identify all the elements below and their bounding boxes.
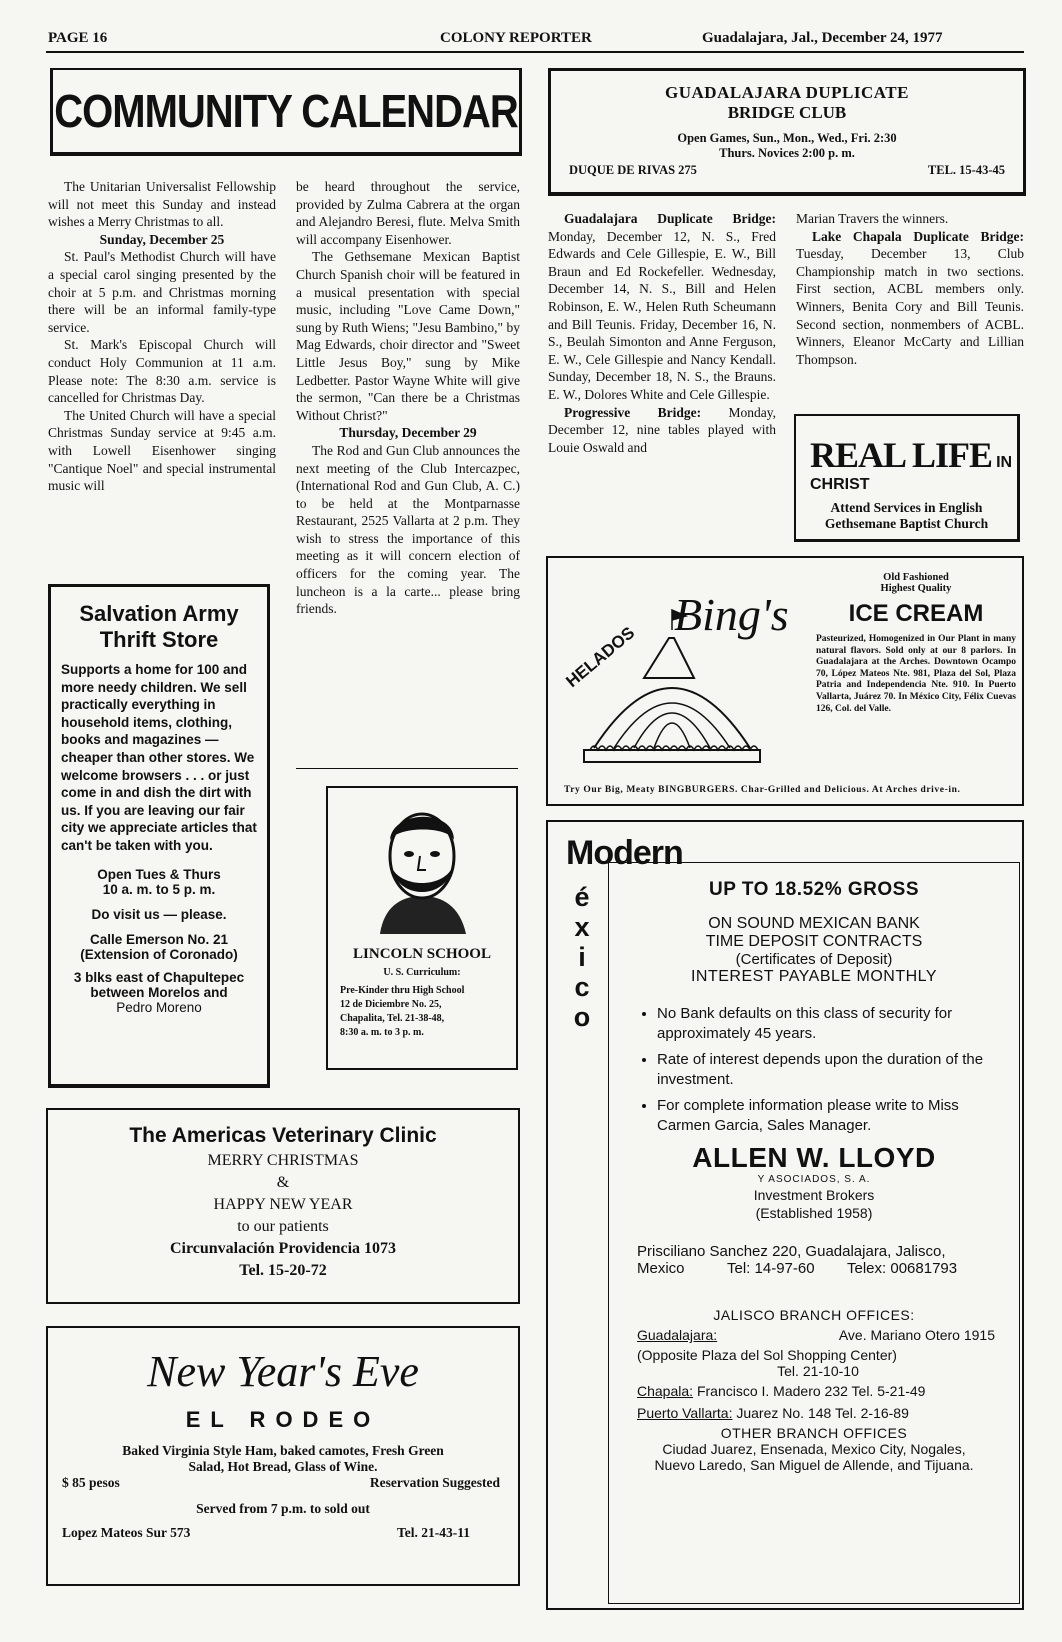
allen-lloyd-subtitle: Y ASOCIADOS, S. A. [757,1174,871,1185]
salvation-army-address-4: between Morelos and [90,984,228,1000]
masthead-rule [46,51,1024,53]
salvation-army-address-1: Calle Emerson No. 21 [89,931,229,947]
community-calendar-banner [50,68,522,156]
bridge-news-lead: Guadalajara Duplicate Bridge: [564,211,776,226]
salvation-army-address-2: (Extension of Coronado) [80,946,238,962]
other-branch-offices-line-2: Nuevo Laredo, San Miguel de Allende, and Tijuana. [654,1457,974,1473]
bridge-club-novices: Thurs. Novices 2:00 p. m. [719,146,855,160]
allen-lloyd-address-line-1: Prisciliano Sanchez 220, Guadalajara, Jalisco, [637,1243,946,1260]
calendar-paragraph: The Rod and Gun Club announces the next meeting of the Club Intercazpec, (International Rod and Gun Club, A. C.) to be held at the Montparnasse Restaurant, 2525 Vallarta at 2 p.m. They wish to stress the importance of this meeting as it will concern election of officers for the coming year. The luncheon is a la carte... please bring friends. [296,442,520,617]
calendar-column-1 [48,178,276,495]
new-years-eve-title: New Year's Eve [147,1347,419,1396]
helados-footer: Try Our Big, Meaty BINGBURGERS. Char-Grilled and Delicious. At Arches drive-in. [564,785,961,795]
mexico-vertical-letter: é [574,882,590,912]
calendar-date-heading: Thursday, December 29 [339,425,477,441]
calendar-paragraph: St. Mark's Episcopal Church will conduct Holy Communion at 11 a.m. Please note: The 8:30 a.m. service is cancelled for Christmas Day. [48,337,276,406]
other-branch-offices-title: OTHER BRANCH OFFICES [720,1425,908,1441]
veterinary-clinic-ad [46,1108,520,1304]
vet-clinic-line-1: MERRY CHRISTMAS [207,1152,359,1169]
modern-bullet-item: • For complete information please write to Miss Carmen Garcia, Sales Manager. [657,1096,1005,1136]
mexico-vertical-letter: i [578,942,586,972]
real-life-line-2: Gethsemane Baptist Church [824,516,989,531]
bridge-news-paragraph [548,210,776,404]
bridge-news-text: Monday, December 12, N. S., Fred Edwards and Cele Gillespie, E. W., Bill Braun and Ed Rockefeller. Wednesday, December 14, N. S., Bill and Helen Robinson, E. W., Helen Ruth Scheumann and Bill Teunis. Friday, December 16, N. S., Beulah Simonton and Anne Ferguson, E. W., Cele Gillespie and Nancy Kendall. Sunday, December 18, N. S., the Brauns. E. W., Dolores White and Cele Gillespie. [548,228,776,402]
helados-headline: ICE CREAM [848,600,984,627]
salvation-army-hours-2: 10 a. m. to 5 p. m. [102,881,216,897]
helados-bings-ad [546,556,1024,806]
lincoln-school-title: LINCOLN SCHOOL [353,946,491,962]
el-rodeo-menu-line-1: Baked Virginia Style Ham, baked camotes, Fresh Green [122,1443,444,1458]
page-number: PAGE 16 [48,30,108,46]
salvation-army-visit: Do visit us — please. [91,906,227,922]
vet-clinic-address: Circunvalación Providencia 1073 [169,1240,397,1257]
calendar-column-2 [296,178,520,618]
bridge-club-tel: TEL. 15-43-45 [927,163,1005,177]
allen-lloyd-brand: ALLEN W. LLOYD [692,1142,936,1173]
allen-lloyd-address-line-2: Mexico [637,1260,685,1277]
bridge-club-address: DUQUE DE RIVAS 275 [569,163,697,177]
calendar-paragraph: be heard throughout the service, provided by Zulma Cabrera at the organ and Alejandro Beresi, flute. Melva Smith will accompany Eisenhower. [296,179,520,247]
modern-word: Modern [566,834,687,873]
bridge-news-paragraph [796,228,1024,369]
bridge-news-text: Monday, December 12, nine tables played with Louie Oswald and [548,404,777,455]
in-christ-text: IN CHRIST [810,454,1013,493]
puerto-vallarta-branch-label: Puerto Vallarta: [637,1405,733,1421]
bridge-news-text: Tuesday, December 13, Club Championship match in two sections. First section, ACBL members only. Winners, Benita Cory and Bill Teunis. Second section, nonmembers of ACBL. Winners, Eleanor McCarty and Lillian Thompson. [796,246,1024,367]
el-rodeo-served: Served from 7 p.m. to sold out [196,1501,370,1516]
salvation-army-hours-1: Open Tues & Thurs [97,866,221,882]
modern-bullet-list [631,1004,1005,1136]
calendar-paragraph: The United Church will have a special Christmas Sunday service at 9:45 a.m. with Lowell Eisenhower singing "Cantique Noel" and special instrumental music will [48,407,276,494]
vet-clinic-line-4: to our patients [237,1218,329,1235]
bridge-news-text: Marian Travers the winners. [796,211,949,226]
modern-bullet-item: • Rate of interest depends upon the duration of the investment. [657,1050,1005,1090]
bridge-club-ad [548,68,1026,196]
salvation-army-title: Salvation Army [79,601,239,626]
bridge-news-paragraph [796,210,1024,228]
salvation-army-ad [48,584,270,1088]
lincoln-portrait-illustration [362,796,482,936]
el-rodeo-name: EL RODEO [185,1407,381,1432]
allen-lloyd-tel: Tel: 14-97-60 [727,1260,815,1277]
modern-headline-rate: UP TO 18.52% GROSS [709,879,919,900]
newspaper-name: COLONY REPORTER [440,30,592,46]
bridge-club-hours: Open Games, Sun., Mon., Wed., Fri. 2:30 [677,131,897,145]
calendar-paragraph: St. Paul's Methodist Church will have a special carol singing presented by the choir at 5 p.m. and Christmas morning there will be an informal family-type service. [48,249,276,335]
salvation-army-body: Supports a home for 100 and more needy children. We sell practically everything in household items, clothing, books and magazines — cheaper than other stores. We welcome browsers . . . or just come in and dish the dirt with us. If you are leaving our fair city we appreciate articles that can't be taken with you. [61,662,257,853]
real-life-logo: REAL LIFE [810,435,993,475]
modern-headline-4: (Certificates of Deposit) [735,951,893,968]
bridge-club-title-line-2: BRIDGE CLUB [727,103,847,122]
vet-clinic-tel: Tel. 15-20-72 [239,1262,327,1279]
branch-offices-title: JALISCO BRANCH OFFICES: [713,1307,915,1323]
helados-body: Pasteurized, Homogenized in Our Plant in many natural flavors. Sold only at our 8 parlors. In Guadalajara at the Arches. Downtown Ocampo 70, López Mateos Nte. 981, Plaza del Sol, Plaza Patria and Independencia Nte. 910. In Puerto Vallarta, Juárez 70. In México City, Félix Cuevas 126, Col. del Valle. [816,634,1016,714]
mexico-vertical-letter: c [574,972,590,1002]
lincoln-school-line-3: Chapalita, Tel. 21-38-48, [340,1013,445,1024]
bings-logo-text: Bing's [674,589,789,640]
modern-mexico-inner-box [608,862,1020,1604]
lincoln-school-line-4: 8:30 a. m. to 3 p. m. [340,1027,424,1038]
helados-top-line-1: Old Fashioned [883,572,949,583]
salvation-army-address-3: 3 blks east of Chapultepec [73,969,245,985]
real-life-line-1: Attend Services in English [830,500,983,515]
chapala-branch-label: Chapala: [637,1383,694,1399]
el-rodeo-price: $ 85 pesos [62,1475,120,1490]
allen-lloyd-telex: Telex: 00681793 [847,1260,958,1277]
guadalajara-branch-address: Ave. Mariano Otero 1915 [838,1327,995,1343]
guadalajara-branch-label: Guadalajara: [637,1327,718,1343]
helados-top-line-2: Highest Quality [880,583,952,594]
modern-headline-5: INTEREST PAYABLE MONTHLY [690,968,938,985]
mexico-vertical-letter: o [573,1002,591,1032]
allen-lloyd-established: (Established 1958) [755,1205,873,1221]
bridge-news-column-1 [548,210,776,456]
lincoln-school-line-2: 12 de Diciembre No. 25, [340,999,442,1010]
chapala-branch-address: Francisco I. Madero 232 Tel. 5-21-49 [696,1383,926,1399]
salvation-army-address-5: Pedro Moreno [116,999,202,1015]
el-rodeo-menu-line-2: Salad, Hot Bread, Glass of Wine. [188,1459,378,1474]
bridge-news-paragraph [548,404,776,457]
calendar-date-heading: Sunday, December 25 [99,231,225,247]
guadalajara-branch-address-2: (Opposite Plaza del Sol Shopping Center) [637,1347,897,1363]
el-rodeo-tel: Tel. 21-43-11 [396,1525,470,1540]
guadalajara-branch-tel: Tel. 21-10-10 [777,1363,859,1379]
bridge-club-title-line-1: GUADALAJARA DUPLICATE [665,83,909,102]
real-life-in-christ-ad [794,414,1020,542]
vet-clinic-line-2: & [276,1174,290,1191]
vet-clinic-line-3: HAPPY NEW YEAR [213,1196,353,1213]
lincoln-school-subtitle: U. S. Curriculum: [383,967,461,978]
el-rodeo-reservation: Reservation Suggested [369,1475,500,1490]
calendar-paragraph: The Unitarian Universalist Fellowship will not meet this Sunday and instead wishes a Merry Christmas to all. [48,179,276,230]
mexico-vertical-word [569,882,595,1032]
modern-headline-2: ON SOUND MEXICAN BANK [708,915,920,932]
allen-lloyd-description: Investment Brokers [753,1187,875,1203]
lincoln-school-line-1: Pre-Kinder thru High School [340,985,465,996]
bridge-news-lead: Lake Chapala Duplicate Bridge: [812,228,1024,244]
bridge-news-lead: Progressive Bridge: [564,404,702,420]
vet-clinic-title: The Americas Veterinary Clinic [129,1124,437,1147]
el-rodeo-ad [46,1326,520,1586]
helados-bings-logo [554,568,804,778]
modern-mexico-ad [546,820,1024,1610]
el-rodeo-address: Lopez Mateos Sur 573 [62,1525,191,1540]
thrift-store-title: Thrift Store [99,627,219,652]
dateline: Guadalajara, Jal., December 24, 1977 [702,30,943,46]
bridge-news-column-2 [796,210,1024,368]
modern-bullet-item: • No Bank defaults on this class of security for approximately 45 years. [657,1004,1005,1044]
modern-headline-3: TIME DEPOSIT CONTRACTS [705,933,923,950]
other-branch-offices-line-1: Ciudad Juarez, Ensenada, Mexico City, Nogales, [662,1441,966,1457]
lincoln-school-ad [326,786,518,1070]
mexico-vertical-letter: x [574,912,590,942]
helados-logo-text: HELADOS [562,623,639,692]
puerto-vallarta-branch-address: Juarez No. 148 Tel. 2-16-89 [736,1405,909,1421]
community-calendar-title: COMMUNITY CALENDAR [54,86,518,138]
column-rule [296,768,518,769]
calendar-paragraph: The Gethsemane Mexican Baptist Church Spanish choir will be featured in a musical presentation with special music, including "Love Came Down," sung by Ruth Wiens; "Jesu Bambino," by Mag Edwards, choir director and "Sweet Little Jesus Boy," sung by Mike Ledbetter. Pastor Wayne White will give the sermon, "Can there be a Christmas Without Christ?" [296,249,520,423]
